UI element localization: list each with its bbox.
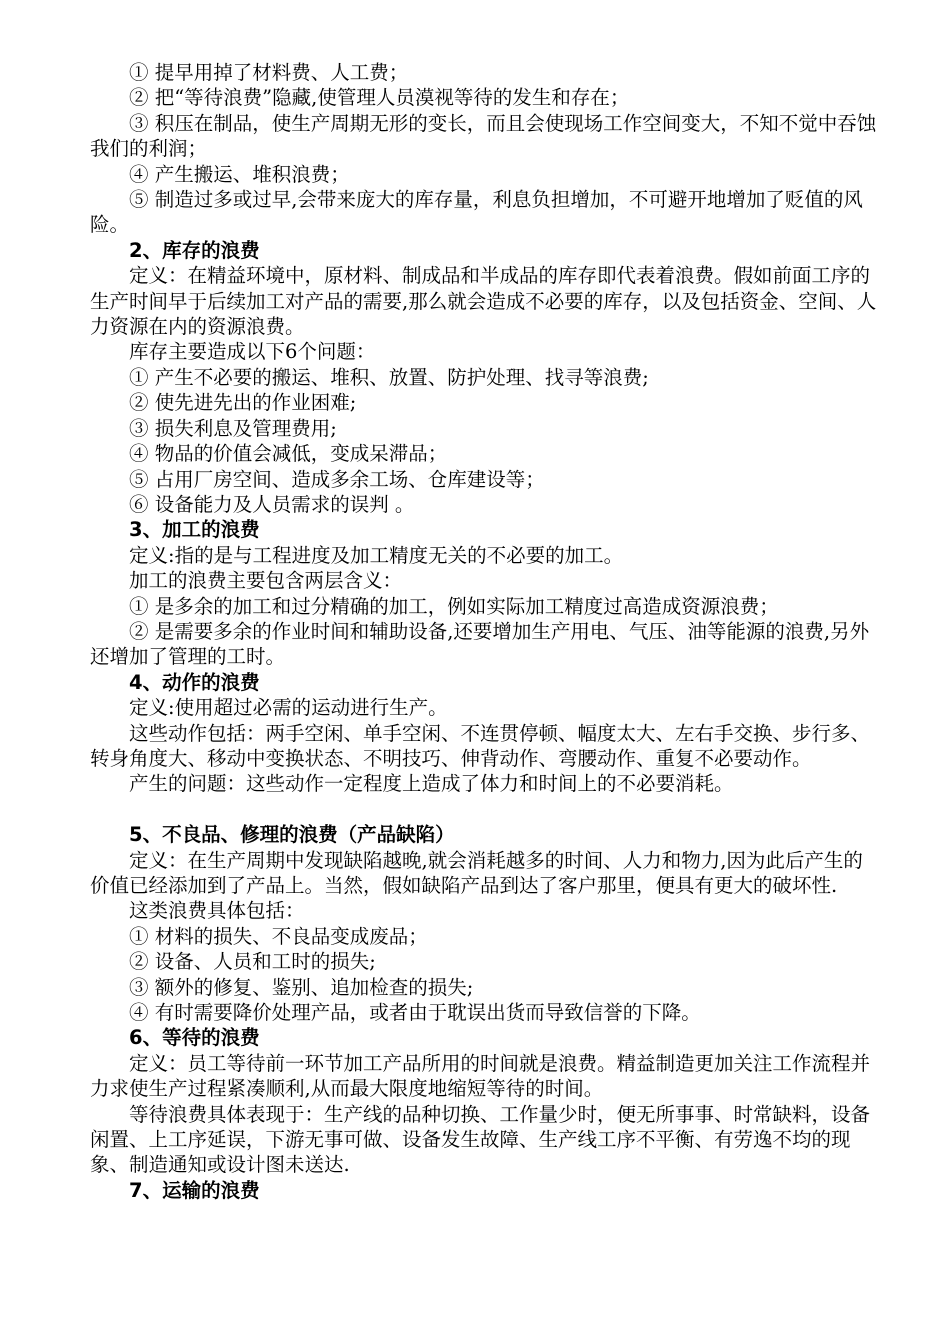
body-paragraph: 定义:指的是与工程进度及加工精度无关的不必要的加工。 <box>129 543 624 567</box>
body-paragraph: 等待浪费具体表现于：生产线的品种切换、工作量少时，便无所事事、时常缺料，设备闲置、上工序延误，下游无事可做、设备发生故障、生产线工序不平衡、有劳逸不均的现象、制造通知或设计图未送达. <box>90 1102 871 1177</box>
body-paragraph: 定义:使用超过必需的运动进行生产。 <box>129 696 448 720</box>
body-paragraph: ⑤ 制造过多或过早,会带来庞大的库存量，利息负担增加，不可避开地增加了贬值的风险。 <box>90 188 863 237</box>
body-paragraph: 定义：在生产周期中发现缺陷越晚,就会消耗越多的时间、人力和物力,因为此后产生的价值已经添加到了产品上。当然，假如缺陷产品到达了客户那里，便具有更大的破坏性. <box>90 848 863 897</box>
section-heading: 3、加工的浪费 <box>129 518 260 542</box>
body-paragraph: 产生的问题：这些动作一定程度上造成了体力和时间上的不必要消耗。 <box>129 772 734 796</box>
body-paragraph: ③ 额外的修复、鉴别、追加检查的损失; <box>129 975 474 999</box>
body-paragraph: ⑥ 设备能力及人员需求的误判 。 <box>129 492 415 516</box>
body-paragraph: ③ 积压在制品，使生产周期无形的变长，而且会使现场工作空间变大，不知不觉中吞蚀我们的利润； <box>90 111 877 161</box>
body-paragraph: ⑤ 占用厂房空间、造成多余工场、仓库建设等； <box>129 467 545 491</box>
body-paragraph: ② 是需要多余的作业时间和辅助设备,还要增加生产用电、气压、油等能源的浪费,另外还增加了管理的工时。 <box>90 619 870 669</box>
body-paragraph: 定义：员工等待前一环节加工产品所用的时间就是浪费。精益制造更加关注工作流程并力求使生产过程紧凑顺利,从而最大限度地缩短等待的时间。 <box>90 1051 871 1101</box>
body-paragraph: ② 把“等待浪费”隐藏,使管理人员漠视等待的发生和存在； <box>129 86 630 110</box>
body-paragraph: ① 材料的损失、不良品变成废品； <box>129 924 428 948</box>
body-paragraph: ① 是多余的加工和过分精确的加工，例如实际加工精度过高造成资源浪费； <box>129 594 779 618</box>
section-heading: 2、库存的浪费 <box>129 238 260 262</box>
section-heading: 6、等待的浪费 <box>129 1026 260 1050</box>
body-paragraph: 这类浪费具体包括： <box>129 899 305 923</box>
body-paragraph: 加工的浪费主要包含两层含义： <box>129 569 403 593</box>
body-paragraph: ① 提早用掉了材料费、人工费； <box>129 61 409 84</box>
blank-line <box>90 797 880 822</box>
body-paragraph: ③ 损失利息及管理费用; <box>129 416 337 440</box>
body-paragraph: ① 产生不必要的搬运、堆积、放置、防护处理、找寻等浪费; <box>129 365 649 389</box>
body-paragraph: 库存主要造成以下6个问题： <box>129 340 376 364</box>
body-paragraph: ④ 有时需要降价处理产品，或者由于耽误出货而导致信誉的下降。 <box>129 1001 701 1025</box>
section-heading: 4、动作的浪费 <box>129 670 260 694</box>
body-paragraph: ④ 产生搬运、堆积浪费； <box>129 162 350 186</box>
section-heading: 7、运输的浪费 <box>129 1178 260 1202</box>
body-paragraph: ② 设备、人员和工时的损失; <box>129 950 376 974</box>
body-paragraph: ② 使先进先出的作业困难; <box>129 391 357 415</box>
body-paragraph: ④ 物品的价值会减低，变成呆滞品； <box>129 442 448 466</box>
body-paragraph: 这些动作包括：两手空闲、单手空闲、不连贯停顿、幅度太大、左右手交换、步行多、转身角度大、移动中变换状态、不明技巧、伸背动作、弯腰动作、重复不必要动作。 <box>90 721 871 770</box>
section-heading: 5、不良品、修理的浪费（产品缺陷） <box>129 823 455 847</box>
document-body <box>90 60 880 1203</box>
body-paragraph: 定义：在精益环境中，原材料、制成品和半成品的库存即代表着浪费。假如前面工序的生产时间早于后续加工对产品的需要,那么就会造成不必要的库存，以及包括资金、空间、人力资源在内的资源浪费。 <box>90 264 877 339</box>
